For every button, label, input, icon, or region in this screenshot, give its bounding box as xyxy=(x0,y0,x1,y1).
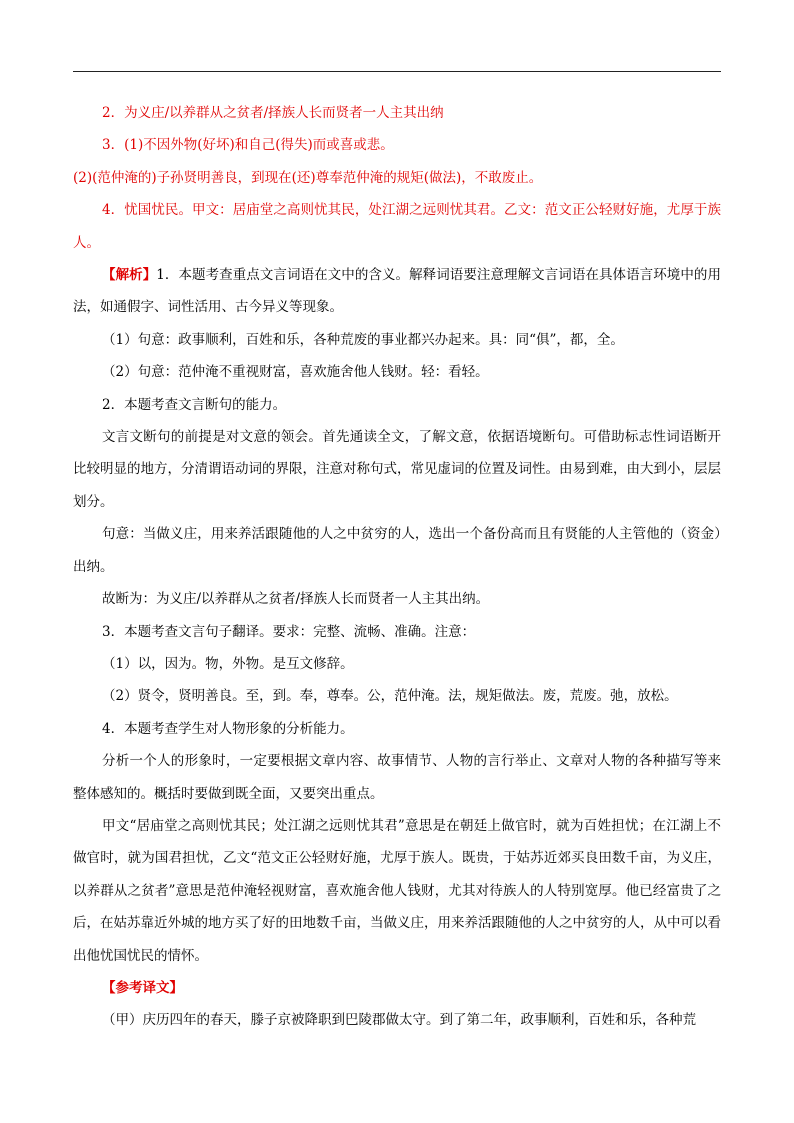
analysis-p8: 3．本题考查文言句子翻译。要求：完整、流畅、准确。注意： xyxy=(102,623,476,640)
answer-4: 4．忧国忧民。甲文：居庙堂之高则忧其民，处江湖之远则忧其君。乙文：范文正公轻财好施，尤厚于族人。 xyxy=(73,202,721,251)
answer-2: 2．为义庄/以养群从之贫者/择族人长而贤者一人主其出纳 xyxy=(102,105,444,121)
answer-3-2: (2)(范仲淹的)子孙贤明善良，到现在(还)尊奉范仲淹的规矩(做法)，不敢废止。 xyxy=(73,169,543,186)
analysis-p7: 故断为：为义庄/以养群从之贫者/择族人长而贤者一人主其出纳。 xyxy=(102,591,490,608)
analysis-p9: （1）以，因为。物，外物。是互文修辞。 xyxy=(102,655,354,672)
analysis-p13: 甲文“居庙堂之高则忧其民；处江湖之远则忧其君”意思是在朝廷上做官时，就为百姓担忧；在江湖上不做官时，就为国君担忧，乙文“范文正公轻财好施，尤厚于族人。既贵，于姑苏近郊买良田数千亩，为义庄，以养群从之贫者”意思是范仲淹轻视财富，喜欢施舍他人钱财，尤其对待族人的人特别宽厚。他已经富贵了之后，在姑苏靠近外城的地方买了好的田地数千亩，当做义庄，用来养活跟随他的人之中贫穷的人，从中可以看出他忧国忧民的情怀。 xyxy=(73,817,721,964)
translation-marker: 【参考译文】 xyxy=(102,979,183,996)
analysis-p1: 1．本题考查重点文言词语在文中的含义。解释词语要注意理解文言词语在具体语言环境中的用法，如通假字、词性活用、古今异义等现象。 xyxy=(73,267,722,316)
analysis-marker: 【解析】 xyxy=(102,267,157,284)
document-body xyxy=(73,97,721,1037)
analysis-intro xyxy=(73,259,721,324)
analysis-p3: （2）句意：范仲淹不重视财富，喜欢施舍他人钱财。轻：看轻。 xyxy=(102,364,489,381)
analysis-p5: 文言文断句的前提是对文意的领会。首先通读全文，了解文意，依据语境断句。可借助标志性词语断开比较明显的地方，分清谓语动词的界限，注意对称句式，常见虚词的位置及词性。由易到难，由大到小，层层划分。 xyxy=(73,429,721,510)
analysis-p12: 分析一个人的形象时，一定要根据文章内容、故事情节、人物的言行举止、文章对人物的各种描写等来整体感知的。概括时要做到既全面，又要突出重点。 xyxy=(73,753,721,802)
translation-p1: （甲）庆历四年的春天，滕子京被降职到巴陵郡做太守。到了第二年，政事顺利，百姓和乐，各种荒 xyxy=(102,1012,696,1029)
analysis-p6: 句意：当做义庄，用来养活跟随他的人之中贫穷的人，选出一个备份高而且有贤能的人主管他的（资金）出纳。 xyxy=(73,526,721,575)
header-rule xyxy=(73,71,721,72)
analysis-p4: 2．本题考查文言断句的能力。 xyxy=(102,396,287,413)
analysis-p11: 4．本题考查学生对人物形象的分析能力。 xyxy=(102,720,354,737)
answer-3-1: 3．(1)不因外物(好坏)和自己(得失)而或喜或悲。 xyxy=(102,137,394,154)
analysis-p2: （1）句意：政事顺利，百姓和乐，各种荒废的事业都兴办起来。具：同“俱”，都，全。 xyxy=(102,331,624,348)
translation-heading xyxy=(73,972,721,1004)
analysis-p10: （2）贤令，贤明善良。至，到。奉，尊奉。公，范仲淹。法，规矩做法。废，荒废。弛，放松。 xyxy=(102,688,678,705)
